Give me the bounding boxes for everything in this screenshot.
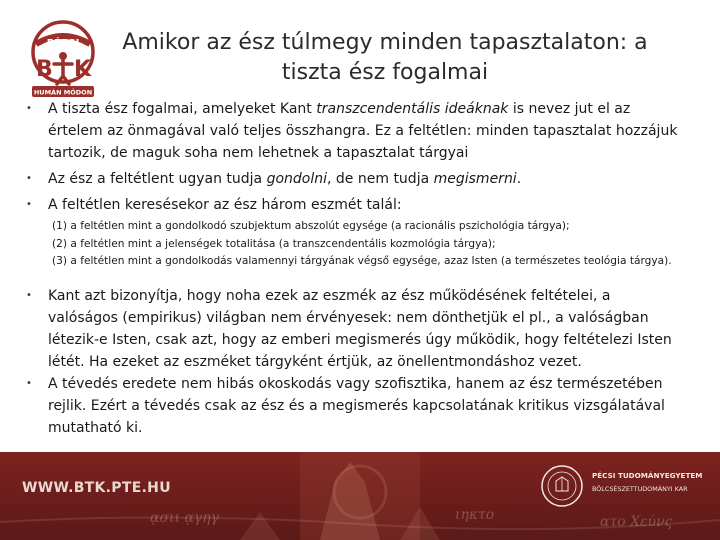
bullet-dot-icon: •	[26, 173, 32, 184]
bullet-emphasis: transzcendentális ideáknak	[316, 101, 509, 117]
bullet-emphasis: megismerni	[433, 171, 517, 187]
svg-text:PÉCSI: PÉCSI	[46, 38, 80, 49]
bullet-text: A tévedés eredete nem hibás okoskodás vagy szofisztika, hanem az ész természetében rejlik. Ezért a tévedés csak az ész és a megismerés kapcsolatának kritikus vizsgálatával mutatható ki.	[48, 375, 665, 436]
slide-title: Amikor az ész túlmegy minden tapasztalaton: a tiszta ész fogalmai	[122, 30, 648, 85]
svg-text:HUMÁN MÓDON: HUMÁN MÓDON	[33, 88, 93, 97]
slide-content	[24, 98, 684, 439]
bullet-text: Az ész a feltétlent ugyan tudja	[48, 171, 267, 187]
bullet-text: , de nem tudja	[327, 171, 434, 187]
sub-item: (2) a feltétlen mint a jelenségek totalitása (a transzcendentális kozmológia tárgya);	[52, 237, 496, 250]
university-seal-icon	[540, 464, 584, 508]
bullet-item	[24, 98, 684, 164]
bullet-dot-icon: •	[26, 199, 32, 210]
decorative-script: ιηκτο	[455, 507, 495, 523]
pecsi-btk-logo	[18, 18, 108, 100]
bullet-dot-icon: •	[26, 103, 32, 114]
bullet-text: A feltétlen keresésekor az ész három eszmét talál:	[48, 197, 402, 213]
university-name: PÉCSI TUDOMÁNYEGYETEM	[592, 471, 703, 480]
svg-text:B: B	[36, 57, 53, 82]
bullet-item	[24, 194, 684, 216]
bullet-dot-icon: •	[26, 377, 32, 389]
website-link[interactable]: WWW.BTK.PTE.HU	[22, 480, 171, 496]
bullet-dot-icon: •	[26, 289, 32, 301]
bullet-text: Kant azt bizonyítja, hogy noha ezek az eszmék az ész működésének feltételei, a valóságos (empirikus) világban nem érvényesek: nem dönthetjük el pl., a valóságban létezik-e Isten, csak azt, hogy az emberi megismerés úgy működik, hogy feltételezi Isten létét. Ha ezeket az eszméket tárgyként értjük, az önellentmondáshoz vezet.	[48, 287, 672, 370]
decorative-script: ατο Χεύνς	[600, 514, 673, 530]
bullet-text: .	[516, 171, 522, 187]
footer-banner	[0, 452, 720, 540]
bullet-text: A tiszta ész fogalmai, amelyeket Kant	[48, 101, 317, 117]
sub-item: (1) a feltétlen mint a gondolkodó szubjektum abszolút egysége (a racionális pszichológia tárgya);	[52, 220, 570, 232]
decorative-script: ᾳσιι ᾳγηγ	[150, 510, 220, 526]
faculty-name: BÖLCSÉSZETTUDOMÁNYI KAR	[592, 485, 688, 493]
bullet-emphasis: gondolni	[266, 171, 328, 187]
bullet-item	[24, 373, 684, 439]
bullet-item	[24, 168, 684, 190]
svg-text:K: K	[74, 57, 92, 82]
bullet-text: is nevez jut el az értelem az önmagával való teljes összhangra. Ez a feltétlen: minden tapasztalat hozzájuk tartozik, de maguk soha nem lehetnek a tapasztalat tárgyai	[48, 101, 678, 161]
bullet-item	[24, 285, 684, 373]
sub-item: (3) a feltétlen mint a gondolkodás valamennyi tárgyának végső egysége, azaz Isten (a természetes teológia tárgya).	[52, 255, 672, 267]
sub-list	[24, 218, 684, 271]
